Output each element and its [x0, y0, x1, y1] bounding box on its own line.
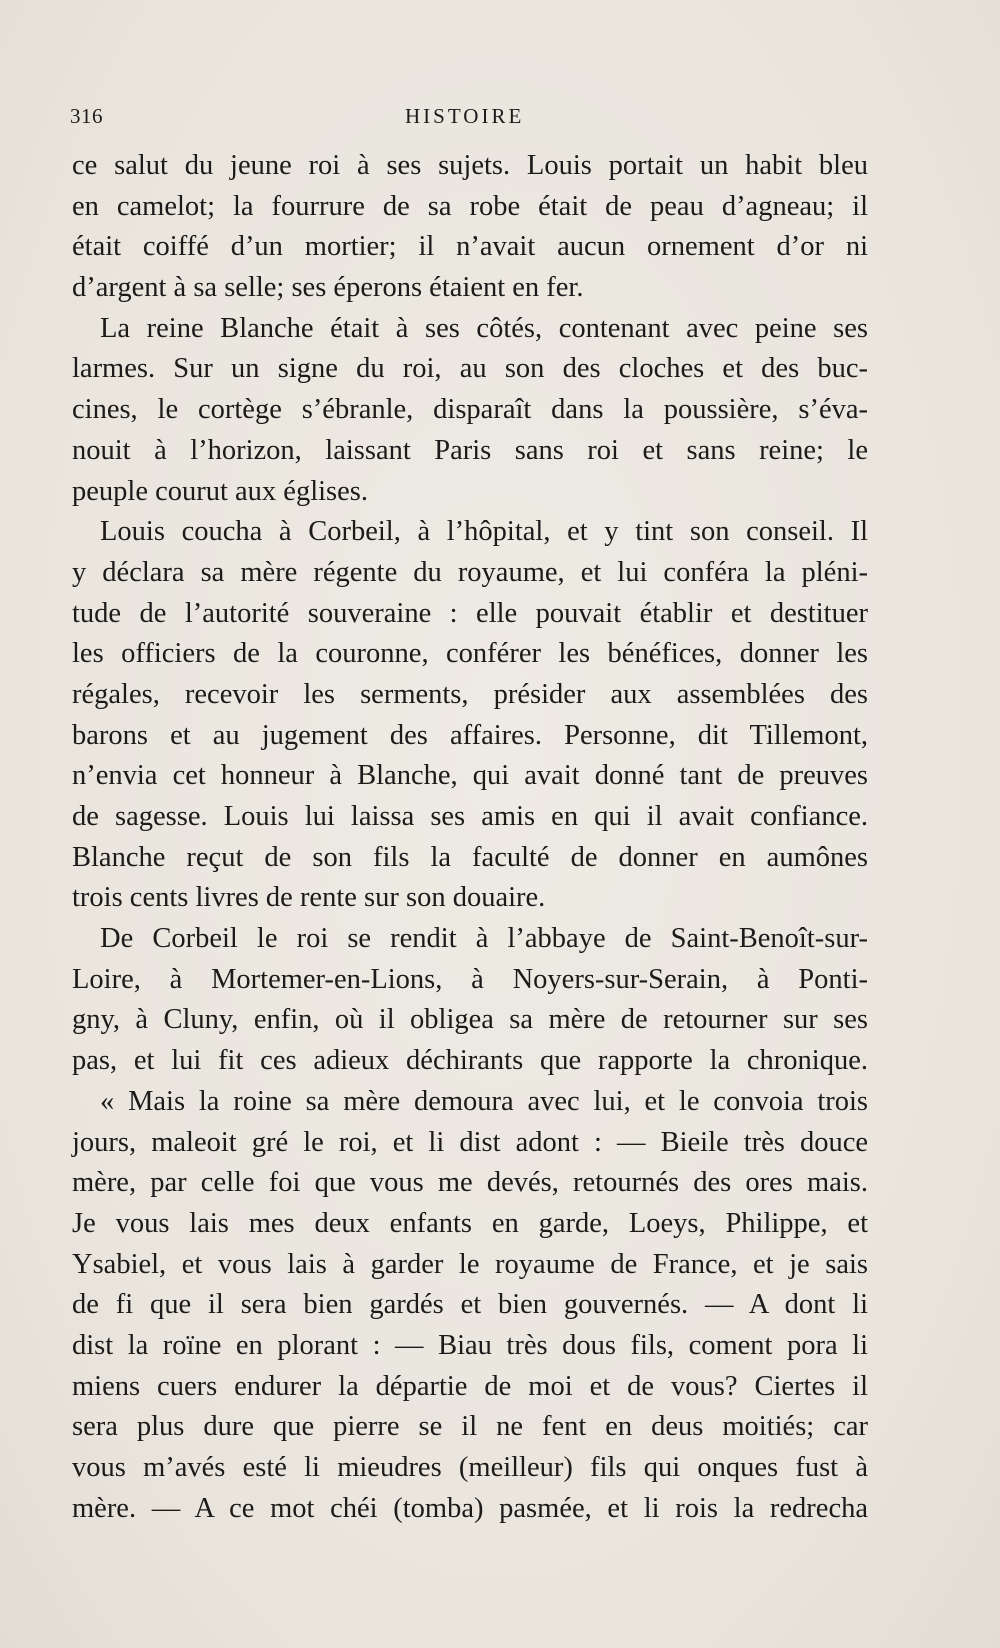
- text-line: peuple courut aux églises.: [72, 475, 368, 507]
- text-line: La reine Blanche était à ses côtés, contenant avec peine ses: [100, 312, 868, 344]
- text-line: d’argent à sa selle; ses éperons étaient en fer.: [72, 272, 584, 304]
- text-line: tude de l’autorité souveraine : elle pouvait établir et destituer: [72, 597, 868, 629]
- text-line: n’envia cet honneur à Blanche, qui avait donné tant de preuves: [72, 760, 868, 792]
- text-line: Louis coucha à Corbeil, à l’hôpital, et y tint son conseil. Il: [100, 516, 868, 548]
- text-line: de sagesse. Louis lui laissa ses amis en qui il avait confiance.: [72, 801, 868, 832]
- running-title: HISTOIRE: [405, 104, 525, 128]
- text-line: miens cuers endurer la départie de moi et de vous? Ciertes il: [72, 1370, 868, 1402]
- text-line: Loire, à Mortemer-en-Lions, à Noyers-sur-Serain, à Ponti-: [72, 963, 868, 995]
- text-line: cines, le cortège s’ébranle, disparaît dans la poussière, s’éva-: [72, 394, 868, 426]
- text-line: larmes. Sur un signe du roi, au son des cloches et des buc-: [72, 353, 868, 385]
- text-line: ce salut du jeune roi à ses sujets. Louis portait un habit bleu: [72, 150, 868, 181]
- text-line: de fi que il sera bien gardés et bien gouvernés. — A dont li: [72, 1289, 868, 1321]
- text-line: mère. — A ce mot chéi (tomba) pasmée, et li rois la redrecha: [72, 1492, 868, 1524]
- page-number: 316: [70, 104, 103, 128]
- text-line: régales, recevoir les serments, présider aux assemblées des: [72, 678, 868, 710]
- running-head: [70, 104, 930, 134]
- text-line: Je vous lais mes deux enfants en garde, Loeys, Philippe, et: [72, 1207, 868, 1239]
- text-line: pas, et lui fit ces adieux déchirants que rapporte la chronique.: [72, 1045, 868, 1077]
- text-line: sera plus dure que pierre se il ne fent en deus moitiés; car: [72, 1411, 868, 1443]
- text-line: « Mais la roine sa mère demoura avec lui, et le convoia trois: [100, 1085, 868, 1117]
- text-line: les officiers de la couronne, conférer les bénéfices, donner les: [72, 638, 868, 670]
- text-line: gny, à Cluny, enfin, où il obligea sa mère de retourner sur ses: [72, 1004, 868, 1036]
- text-line: en camelot; la fourrure de sa robe était de peau d’agneau; il: [72, 190, 868, 222]
- text-line: Blanche reçut de son fils la faculté de donner en aumônes: [72, 841, 868, 873]
- text-line: était coiffé d’un mortier; il n’avait aucun ornement d’or ni: [72, 231, 868, 263]
- text-line: y déclara sa mère régente du royaume, et lui conféra la pléni-: [72, 556, 868, 588]
- text-line: dist la roïne en plorant : — Biau très dous fils, coment pora li: [72, 1329, 868, 1361]
- text-line: trois cents livres de rente sur son douaire.: [72, 882, 546, 914]
- body-text: [72, 146, 868, 1529]
- text-line: De Corbeil le roi se rendit à l’abbaye de Saint-Benoît-sur-: [100, 923, 868, 955]
- text-line: Ysabiel, et vous lais à garder le royaume de France, et je sais: [72, 1248, 868, 1280]
- text-line: jours, maleoit gré le roi, et li dist adont : — Bieile très douce: [72, 1126, 868, 1158]
- text-line: mère, par celle foi que vous me devés, retournés des ores mais.: [72, 1167, 868, 1199]
- text-line: nouit à l’horizon, laissant Paris sans roi et sans reine; le: [72, 434, 868, 466]
- text-line: vous m’avés esté li mieudres (meilleur) fils qui onques fust à: [72, 1452, 868, 1483]
- text-line: barons et au jugement des affaires. Personne, dit Tillemont,: [72, 719, 868, 751]
